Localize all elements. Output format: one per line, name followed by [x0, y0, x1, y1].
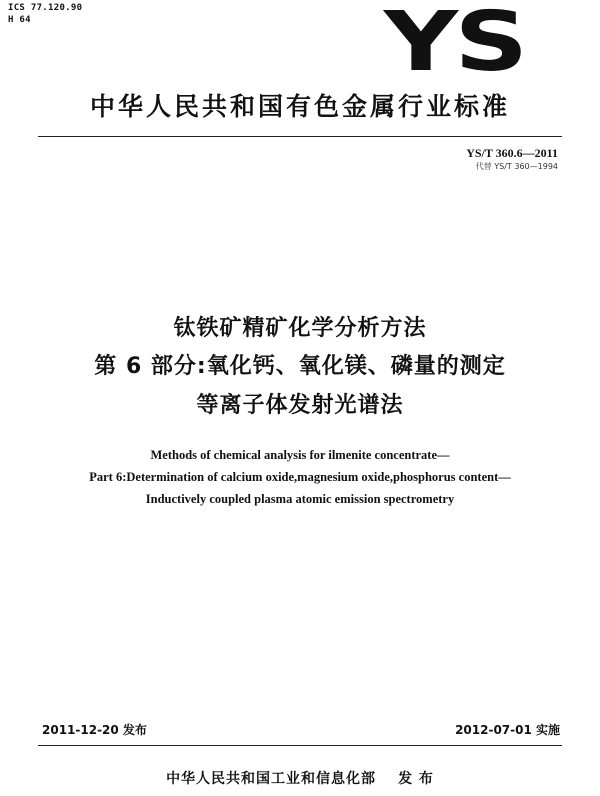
- top-divider: [38, 136, 562, 137]
- title-en-line3: Inductively coupled plasma atomic emission spectrometry: [145, 492, 455, 506]
- bottom-divider: [38, 745, 562, 746]
- implementation-date: 2012-07-01 实施: [455, 723, 560, 737]
- standard-title: 中华人民共和国有色金属行业标准: [89, 92, 510, 121]
- title-cn-line3: 等离子体发射光谱法: [196, 393, 404, 418]
- publisher-label: 发 布: [398, 771, 434, 787]
- standard-number: YS/T 360.6—2011: [466, 146, 558, 160]
- replaces-note: 代替 YS/T 360—1994: [475, 162, 558, 171]
- publisher: [0, 770, 600, 788]
- ccs-code: H 64: [8, 15, 31, 25]
- publisher-name: 中华人民共和国工业和信息化部: [166, 771, 377, 787]
- issue-date: 2011-12-20 发布: [42, 723, 147, 737]
- title-en-line2: Part 6:Determination of calcium oxide,magnesium oxide,phosphorus content—: [89, 470, 511, 484]
- ics-code: ICS 77.120.90: [8, 3, 83, 13]
- ys-logo: YS: [383, 0, 524, 90]
- title-en-line1: Methods of chemical analysis for ilmenite concentrate—: [150, 448, 450, 462]
- title-cn-line1: 钛铁矿精矿化学分析方法: [173, 316, 427, 341]
- title-cn-line2: 第 6 部分:氧化钙、氧化镁、磷量的测定: [94, 354, 506, 379]
